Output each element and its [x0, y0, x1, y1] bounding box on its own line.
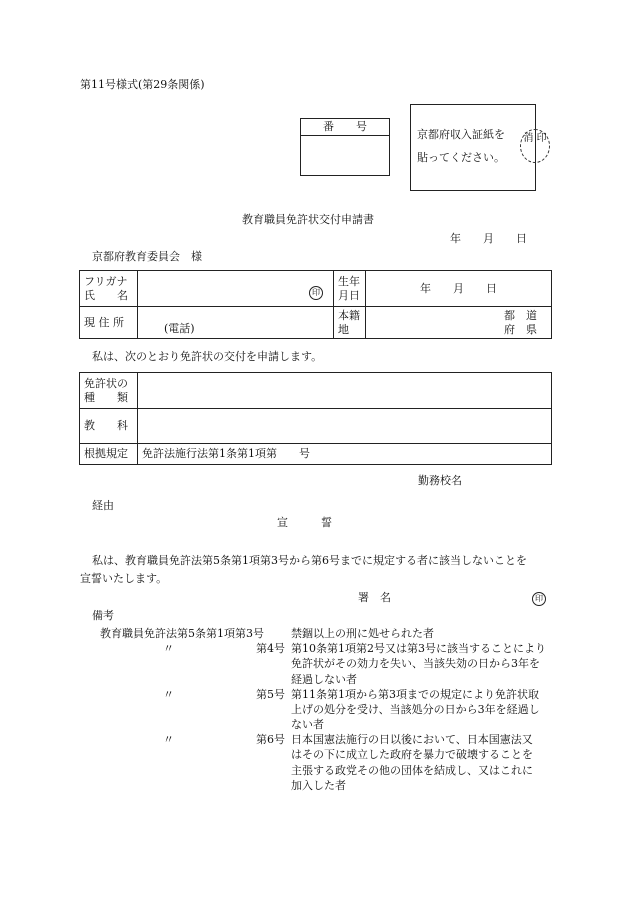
remark-line: 禁錮以上の刑に処せられた者	[291, 627, 435, 640]
addressee: 京都府教育委員会 様	[92, 250, 202, 263]
remark-description	[285, 641, 560, 687]
remark-law: 教育職員免許法第5条第1項第3号	[100, 627, 264, 640]
school-name-label: 勤務校名	[418, 474, 462, 487]
remark-line: 日本国憲法施行の日以後において、日本国憲法又	[291, 733, 533, 747]
remark-description	[285, 732, 560, 793]
name-seal: 印	[309, 286, 323, 300]
form-number: 第11号様式(第29条関係)	[80, 78, 205, 91]
remark-line: 経過しない者	[291, 672, 358, 686]
subject-field[interactable]	[138, 409, 552, 444]
remark-row	[100, 626, 560, 641]
remark-row	[100, 641, 560, 687]
remark-item: 第6号	[256, 733, 286, 747]
name-label: 氏 名	[84, 288, 128, 302]
birth-date-field[interactable]	[366, 271, 552, 307]
remark-line: ない者	[291, 718, 325, 732]
basis-label: 根拠規定	[84, 447, 128, 461]
remark-description	[285, 626, 560, 641]
remark-line: 上げの処分を受け、当該処分の日から3年を経過し	[291, 702, 540, 716]
basis-label-cell	[80, 444, 138, 465]
phone-label: (電話)	[164, 322, 195, 336]
remark-item: 第5号	[256, 687, 286, 701]
via-label: 経由	[92, 499, 114, 512]
basis-field[interactable]	[138, 444, 552, 465]
application-date: 年 月 日	[450, 232, 527, 245]
license-type-field[interactable]	[138, 373, 552, 409]
basis-value: 免許法施行法第1条第1項第 号	[142, 447, 310, 461]
remark-row	[100, 732, 560, 793]
remark-description	[285, 687, 560, 733]
subject-label: 教 科	[84, 419, 128, 433]
oath-text-line-1: 私は、教育職員免許法第5条第1項第3号から第6号までに規定する者に該当しないことを	[92, 554, 527, 567]
subject-label-cell	[80, 409, 138, 444]
license-table	[79, 372, 552, 465]
document-title: 教育職員免許状交付申請書	[242, 213, 374, 226]
prefecture-suffix-1: 都 道	[504, 308, 537, 322]
address-label-cell	[80, 307, 138, 339]
remark-row	[100, 687, 560, 733]
license-type-label-2: 種 類	[84, 390, 128, 404]
furigana-name-label-cell	[80, 271, 138, 307]
request-statement: 私は、次のとおり免許状の交付を申請します。	[92, 350, 323, 363]
stamp-instruction-2: 貼ってください。	[417, 151, 505, 164]
address-field[interactable]	[138, 307, 334, 339]
remarks-title: 備考	[92, 609, 114, 622]
furigana-label: フリガナ	[84, 274, 128, 288]
stamp-instruction-1: 京都府収入証紙を	[417, 128, 505, 141]
revenue-stamp-box	[410, 104, 536, 191]
remark-line: 主張する政党その他の団体を結成し、又はこれに	[291, 763, 534, 777]
birth-label-cell	[334, 271, 366, 307]
remark-line: はその下に成立した政府を暴力で破壊することを	[291, 748, 534, 762]
oath-text-line-2: 宣誓いたします。	[80, 572, 168, 585]
remark-ditto: 〃	[163, 687, 174, 701]
remark-line: 加入した者	[291, 778, 347, 792]
number-label: 番 号	[301, 119, 389, 136]
remark-ditto: 〃	[163, 642, 174, 656]
license-type-label-cell	[80, 373, 138, 409]
domicile-label-1: 本籍	[338, 308, 360, 322]
cancel-stamp-text: 消 印	[523, 133, 547, 144]
domicile-field[interactable]	[366, 307, 552, 339]
remark-ditto: 〃	[163, 733, 174, 747]
prefecture-suffix-2: 府 県	[504, 322, 537, 336]
license-type-label-1: 免許状の	[84, 376, 128, 390]
name-field[interactable]	[138, 271, 334, 307]
remark-line: 免許状がその効力を失い、当該失効の日から3年を	[291, 657, 541, 671]
oath-title: 宣 誓	[277, 516, 332, 529]
signature-seal: 印	[532, 592, 546, 606]
cancel-stamp-circle	[520, 129, 550, 163]
domicile-label-cell	[334, 307, 366, 339]
remark-line: 第11条第1項から第3項までの規定により免許状取	[291, 687, 540, 701]
remarks-table	[100, 626, 560, 793]
signature-field[interactable]	[532, 591, 546, 606]
remark-line: 第10条第1項第2号又は第3号に該当することにより	[291, 642, 547, 656]
remark-item: 第4号	[256, 642, 286, 656]
birth-label-2: 月日	[338, 288, 360, 302]
number-box	[300, 118, 390, 176]
domicile-label-2: 地	[338, 322, 349, 336]
signature-label: 署 名	[358, 591, 391, 604]
birth-label-1: 生年	[338, 274, 360, 288]
applicant-table	[79, 270, 552, 339]
address-label: 現 住 所	[84, 315, 124, 329]
birth-date-placeholder: 年 月 日	[420, 281, 497, 295]
number-field[interactable]	[301, 136, 389, 176]
